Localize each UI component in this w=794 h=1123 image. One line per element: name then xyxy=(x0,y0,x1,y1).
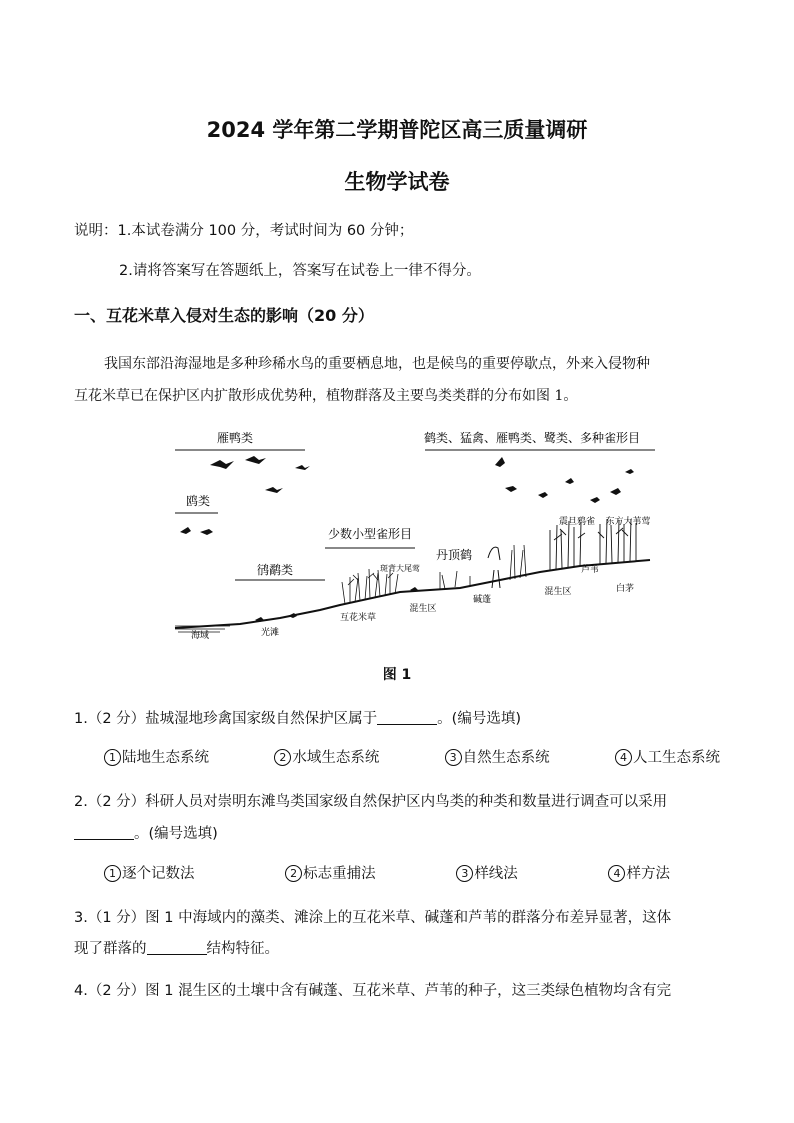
note-line-1: 说明：1.本试卷满分 100 分，考试时间为 60 分钟； xyxy=(74,223,414,239)
q2-option-3: 3 样线法 xyxy=(456,862,518,883)
label-gulls: 鸥类 xyxy=(185,494,211,508)
label-reed-parrotbill: 震旦鸦雀 xyxy=(558,517,596,527)
spartina-plants xyxy=(342,569,398,604)
label-sea: 海域 xyxy=(190,631,210,641)
q2-options xyxy=(104,862,720,883)
question-3-line-2 xyxy=(74,937,279,958)
q1-option-2: 2 水域生态系统 xyxy=(274,746,379,767)
label-reed: 芦苇 xyxy=(580,565,600,575)
intro-line-2: 互花米草已在保护区内扩散形成优势种，植物群落及主要鸟类类群的分布如图 1。 xyxy=(74,388,578,404)
label-great-reed-warbler: 东方大苇莺 xyxy=(605,517,651,527)
exam-title: 2024 学年第二学期普陀区高三质量调研 xyxy=(206,118,588,142)
q1-option-3: 3 自然生态系统 xyxy=(445,746,550,767)
q2-text-end: 。(编号选填) xyxy=(134,826,218,842)
q1-text: 1.（2 分）盐城湿地珍禽国家级自然保护区属于 xyxy=(74,711,378,727)
label-marsh-grassbird: 斑背大尾莺 xyxy=(380,564,420,573)
label-cogongrass: 白茅 xyxy=(615,584,635,594)
question-2-line-1: 2.（2 分）科研人员对崇明东滩鸟类国家级自然保护区内鸟类的种类和数量进行调查可以采用 xyxy=(74,794,668,810)
label-cranes-group: 鹤类、猛禽、雁鸭类、鹭类、多种雀形目 xyxy=(423,431,641,445)
q2-option-1: 1 逐个记数法 xyxy=(104,862,195,883)
label-red-crowned-crane: 丹顶鹤 xyxy=(435,548,473,562)
q1-option-4: 4 人工生态系统 xyxy=(615,746,720,767)
label-few-passerines: 少数小型雀形目 xyxy=(327,527,413,541)
q2-answer-blank xyxy=(74,827,134,840)
q1-answer-blank xyxy=(377,712,437,725)
intro-line-1: 我国东部沿海湿地是多种珍稀水鸟的重要栖息地，也是候鸟的重要停歇点，外来入侵物种 xyxy=(104,356,650,372)
exam-subtitle: 生物学试卷 xyxy=(344,170,450,194)
label-mixed-zone-1: 混生区 xyxy=(409,604,437,614)
label-mixed-zone-2: 混生区 xyxy=(544,587,572,597)
section-heading: 一、互花米草入侵对生态的影响（20 分） xyxy=(74,306,374,325)
q1-text-end: 。(编号选填) xyxy=(437,711,521,727)
question-1 xyxy=(74,707,521,728)
q3-text-end: 结构特征。 xyxy=(206,941,279,957)
q1-options xyxy=(104,746,720,767)
note-line-2: 2.请将答案写在答题纸上，答案写在试卷上一律不得分。 xyxy=(119,263,481,279)
figure-1-diagram xyxy=(170,420,660,652)
question-4-line-1: 4.（2 分）图 1 混生区的土壤中含有碱蓬、互花米草、芦苇的种子，这三类绿色植物均含有完 xyxy=(74,983,672,999)
figure-caption: 图 1 xyxy=(382,667,412,683)
question-2-line-2 xyxy=(74,822,218,843)
q3-answer-blank xyxy=(147,942,207,955)
label-shorebirds: 鸻鹬类 xyxy=(256,563,294,577)
q2-option-4: 4 样方法 xyxy=(608,862,670,883)
label-mudflat: 光滩 xyxy=(260,628,280,638)
q1-option-1: 1 陆地生态系统 xyxy=(104,746,209,767)
label-spartina: 互花米草 xyxy=(339,613,377,623)
question-3-line-1: 3.（1 分）图 1 中海域内的藻类、滩涂上的互花米草、碱蓬和芦苇的群落分布差异显著，这体 xyxy=(74,910,672,926)
q2-option-2: 2 标志重捕法 xyxy=(285,862,376,883)
label-geese-ducks: 雁鸭类 xyxy=(216,431,254,445)
label-suaeda: 碱蓬 xyxy=(472,595,492,605)
q3-text: 现了群落的 xyxy=(74,941,147,957)
